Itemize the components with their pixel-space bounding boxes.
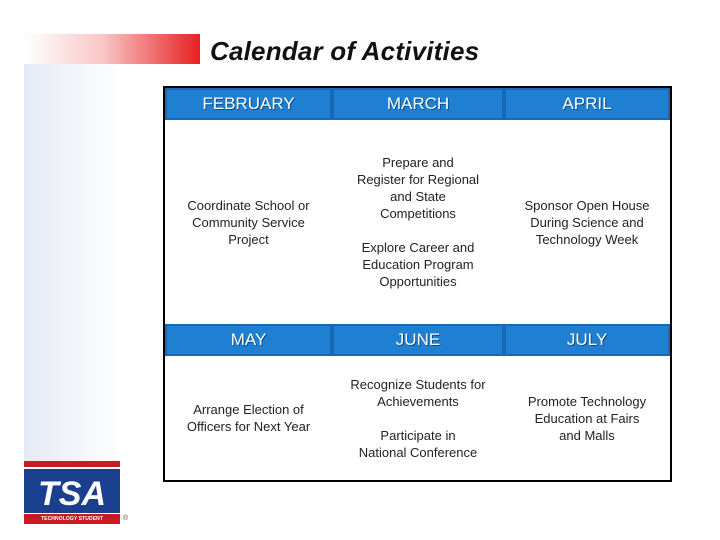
activity-text: Participate in National Conference — [358, 427, 478, 460]
month-header-april: APRIL — [504, 88, 670, 120]
month-header-march: MARCH — [332, 88, 504, 120]
activity-cell-may — [165, 356, 332, 480]
tsa-logo-mark — [24, 461, 120, 514]
decorative-top-gradient — [24, 34, 200, 64]
slide-title: Calendar of Activities — [210, 36, 480, 66]
registered-mark: ® — [123, 515, 129, 522]
activity-text: Explore Career and Education Program Opportunities — [361, 240, 475, 289]
activity-cell-april — [504, 120, 670, 324]
activities-calendar-table — [163, 86, 672, 482]
tsa-logo-text: TSA — [38, 475, 106, 513]
tsa-logo — [24, 461, 129, 532]
tsa-logo-tagline: TECHNOLOGY STUDENT ASSOCIATION — [24, 514, 120, 524]
activity-text: Prepare and Register for Regional and State Competitions — [356, 155, 480, 221]
activity-text: Sponsor Open House During Science and Technology Week — [524, 197, 650, 247]
activity-cell-june — [332, 356, 504, 480]
month-header-july: JULY — [504, 324, 670, 356]
activity-text: Coordinate School or Community Service Project — [187, 197, 310, 247]
activity-cell-july — [504, 356, 670, 480]
month-header-may: MAY — [165, 324, 332, 356]
month-header-june: JUNE — [332, 324, 504, 356]
activity-text: Arrange Election of Officers for Next Year — [186, 402, 311, 434]
activity-text: Promote Technology Education at Fairs and Malls — [527, 393, 647, 443]
activity-cell-february — [165, 120, 332, 324]
activity-cell-march — [332, 120, 504, 324]
month-header-february: FEBRUARY — [165, 88, 332, 120]
activity-text: Recognize Students for Achievements — [350, 376, 486, 409]
decorative-side-gradient — [24, 64, 120, 464]
